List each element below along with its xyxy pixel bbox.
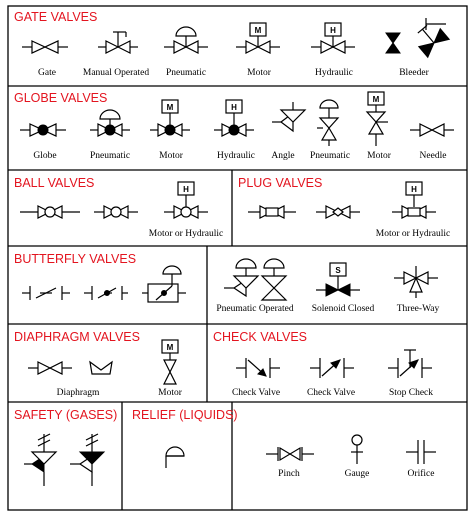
motor-m-glyph: M bbox=[254, 26, 262, 35]
butterfly-manual-valve-symbol bbox=[84, 286, 128, 300]
gate-motor-valve-symbol bbox=[236, 23, 280, 53]
label-bleeder: Bleeder bbox=[399, 68, 429, 78]
label-diaphragm: Diaphragm bbox=[56, 388, 100, 398]
hydraulic-h-glyph: H bbox=[411, 185, 417, 194]
angle-valve-symbol bbox=[272, 102, 305, 131]
globe-motor-valve-symbol bbox=[150, 100, 190, 136]
section-plug-valves bbox=[238, 176, 450, 239]
plug-valve-symbol-1 bbox=[248, 206, 296, 218]
gauge-symbol bbox=[351, 435, 363, 464]
hydraulic-h-glyph: H bbox=[330, 26, 336, 35]
section-globe-valves bbox=[14, 91, 454, 161]
label-globe: Globe bbox=[33, 151, 57, 161]
globe-hydraulic-valve-symbol bbox=[214, 100, 254, 136]
label-pneumatic-operated: Pneumatic Operated bbox=[216, 304, 294, 314]
solenoid-closed-valve-symbol bbox=[316, 263, 360, 296]
section-misc bbox=[266, 435, 436, 479]
label-gate-hydraulic: Hydraulic bbox=[315, 68, 353, 78]
heading-butterfly-valves: BUTTERFLY VALVES bbox=[14, 252, 137, 266]
stop-check-valve-symbol bbox=[388, 350, 432, 378]
label-diaphragm-motor: Motor bbox=[158, 388, 182, 398]
label-angle: Angle bbox=[271, 151, 295, 161]
label-check-valve-2: Check Valve bbox=[306, 388, 356, 398]
gate-manual-valve-symbol bbox=[98, 32, 138, 53]
label-globe-motor: Motor bbox=[159, 151, 183, 161]
gate-hydraulic-valve-symbol bbox=[311, 23, 355, 53]
heading-ball-valves: BALL VALVES bbox=[14, 176, 95, 190]
ball-valve-symbol-1 bbox=[20, 206, 80, 218]
hydraulic-h-glyph: H bbox=[183, 185, 189, 194]
heading-safety-gases: SAFETY (GASES) bbox=[14, 408, 118, 422]
section-ball-valves bbox=[14, 176, 223, 239]
label-needle: Needle bbox=[419, 151, 447, 161]
relief-valve-symbol bbox=[166, 447, 184, 468]
heading-gate-valves: GATE VALVES bbox=[14, 10, 98, 24]
safety-valve-symbol-1 bbox=[24, 434, 56, 486]
plug-motor-valve-symbol bbox=[392, 182, 436, 218]
motor-m-glyph: M bbox=[372, 95, 380, 104]
label-angle-motor: Motor bbox=[367, 151, 391, 161]
heading-check-valves: CHECK VALVES bbox=[213, 330, 308, 344]
check-valve-symbol-2 bbox=[310, 358, 354, 378]
label-manual-operated: Manual Operated bbox=[82, 68, 150, 78]
section-safety-gases bbox=[14, 408, 117, 486]
section-diaphragm-valves bbox=[14, 330, 183, 398]
heading-relief-liquids: RELIEF (LIQUIDS) bbox=[132, 408, 238, 422]
bleeder-valve-symbol bbox=[386, 18, 449, 57]
label-gauge: Gauge bbox=[344, 469, 370, 479]
label-orifice: Orifice bbox=[407, 469, 435, 479]
butterfly-pneumatic-operated-symbol bbox=[224, 259, 286, 300]
plug-valve-symbol-2 bbox=[316, 206, 360, 218]
diaphragm-motor-valve-symbol bbox=[162, 340, 178, 384]
ball-motor-valve-symbol bbox=[164, 182, 208, 218]
label-gate: Gate bbox=[38, 68, 56, 78]
butterfly-valve-symbol bbox=[22, 286, 70, 300]
solenoid-s-glyph: S bbox=[335, 266, 341, 275]
gate-valve-symbol bbox=[22, 41, 68, 53]
label-globe-hydraulic: Hydraulic bbox=[217, 151, 255, 161]
label-plug-motor-hydraulic: Motor or Hydraulic bbox=[375, 229, 451, 239]
globe-pneumatic-valve-symbol bbox=[90, 110, 130, 136]
section-relief-liquids bbox=[132, 408, 238, 468]
section-butterfly-valves bbox=[14, 252, 439, 314]
heading-globe-valves: GLOBE VALVES bbox=[14, 91, 108, 105]
check-valve-symbol-1 bbox=[236, 358, 280, 378]
angle-pneumatic-valve-symbol bbox=[317, 100, 338, 146]
label-solenoid-closed: Solenoid Closed bbox=[311, 304, 375, 314]
safety-valve-symbol-2 bbox=[70, 434, 104, 486]
gate-pneumatic-valve-symbol bbox=[164, 27, 208, 53]
section-gate-valves bbox=[14, 10, 449, 78]
ball-valve-symbol-2 bbox=[94, 206, 138, 218]
angle-motor-valve-symbol bbox=[367, 92, 388, 146]
section-check-valves bbox=[213, 330, 433, 398]
pinch-valve-symbol bbox=[266, 447, 314, 461]
heading-diaphragm-valves: DIAPHRAGM VALVES bbox=[14, 330, 140, 344]
globe-valve-symbol bbox=[20, 124, 66, 136]
three-way-valve-symbol bbox=[394, 266, 438, 298]
hydraulic-h-glyph: H bbox=[231, 103, 237, 112]
label-gate-pneumatic: Pneumatic bbox=[165, 68, 207, 78]
motor-m-glyph: M bbox=[166, 343, 174, 352]
motor-m-glyph: M bbox=[166, 103, 174, 112]
label-check-valve-1: Check Valve bbox=[231, 388, 281, 398]
label-angle-pneumatic: Pneumatic bbox=[309, 151, 351, 161]
label-stop-check: Stop Check bbox=[388, 388, 434, 398]
diaphragm-valve-symbol bbox=[28, 362, 112, 374]
label-ball-motor-hydraulic: Motor or Hydraulic bbox=[148, 229, 224, 239]
butterfly-pneumatic-valve-symbol bbox=[142, 266, 186, 302]
label-globe-pneumatic: Pneumatic bbox=[89, 151, 131, 161]
label-gate-motor: Motor bbox=[247, 68, 271, 78]
needle-valve-symbol bbox=[410, 124, 454, 136]
orifice-symbol bbox=[406, 440, 436, 464]
heading-plug-valves: PLUG VALVES bbox=[238, 176, 323, 190]
label-pinch: Pinch bbox=[278, 469, 300, 479]
label-three-way: Three-Way bbox=[396, 304, 440, 314]
